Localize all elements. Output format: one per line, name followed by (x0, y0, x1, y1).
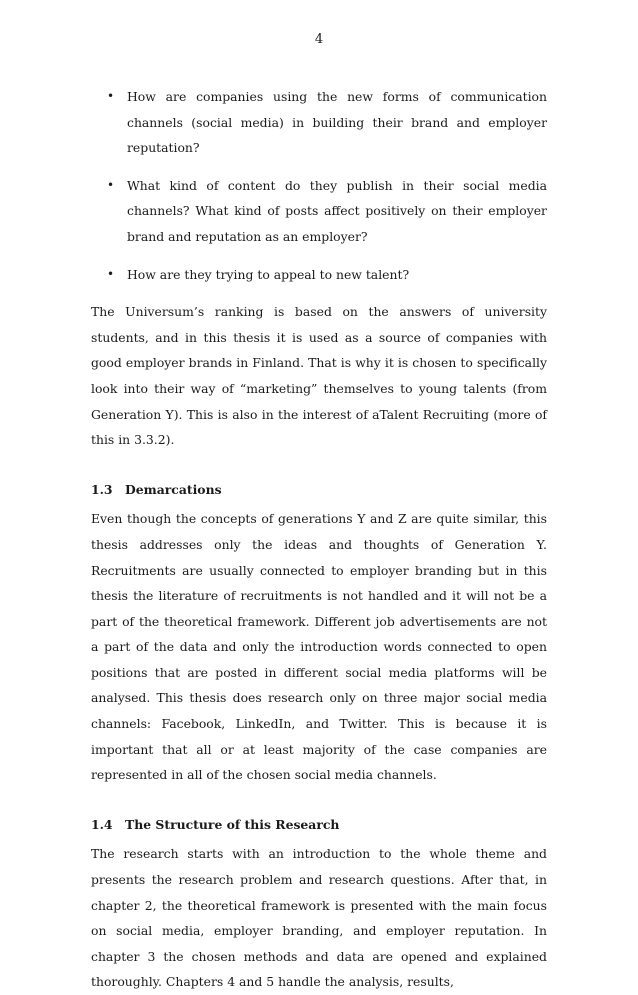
section-heading-demarcations (91, 477, 547, 503)
universum-paragraph: The Universum’s ranking is based on the answers of university students, and in this thesis it is used as a source of companies with good employer brands in Finland. That is why it is chosen to specifically look into their way of “marketing” themselves to young talents (from Generation Y). This is also in the interest of aTalent Recruiting (more of this in 3.3.2). (91, 304, 547, 448)
list-item (91, 262, 547, 288)
list-item (91, 173, 547, 250)
list-item (91, 84, 547, 161)
bullet-icon: • (107, 89, 115, 103)
bullet-icon: • (107, 266, 115, 281)
section-number: 1.4 (91, 816, 113, 832)
list-item-text: What kind of content do they publish in their social media channels? What kind of posts affect positively on their employer brand and reputation as an employer? (127, 177, 547, 244)
section-title: Demarcations (125, 481, 222, 497)
list-item-text: How are they trying to appeal to new talent? (127, 266, 410, 282)
page-content (91, 84, 547, 995)
research-questions-list (91, 84, 547, 287)
section-number: 1.3 (91, 481, 113, 497)
structure-paragraph: The research starts with an introduction to the whole theme and presents the research problem and research questions. After that, in chapter 2, the theoretical framework is presented with the main focus on social media, employer branding, and employer reputation. In chapter 3 the chosen methods and data are opened and explained thoroughly. Chapters 4 and 5 handle the analysis, results, (91, 846, 547, 990)
section-heading-structure (91, 812, 547, 838)
section-title: The Structure of this Research (125, 816, 340, 832)
bullet-icon: • (107, 177, 115, 192)
list-item-text: How are companies using the new forms of communication channels (social media) in building their brand and employer reputation? (127, 89, 547, 156)
page-number: 4 (314, 32, 324, 47)
demarcations-paragraph: Even though the concepts of generations Y and Z are quite similar, this thesis addresses only the ideas and thoughts of Generation Y. Recruitments are usually connected to employer branding but in this thesis the literature of recruitments is not handled and it will not be a part of the theoretical framework. Different job advertisements are not a part of the data and only the introduction words connected to open positions that are posted in different social media platforms will be analysed. This thesis does research only on three major social media channels: Facebook, LinkedIn, and Twitter. This is because it is important that all or at least majority of the case companies are represented in all of the chosen social media channels. (91, 511, 547, 783)
